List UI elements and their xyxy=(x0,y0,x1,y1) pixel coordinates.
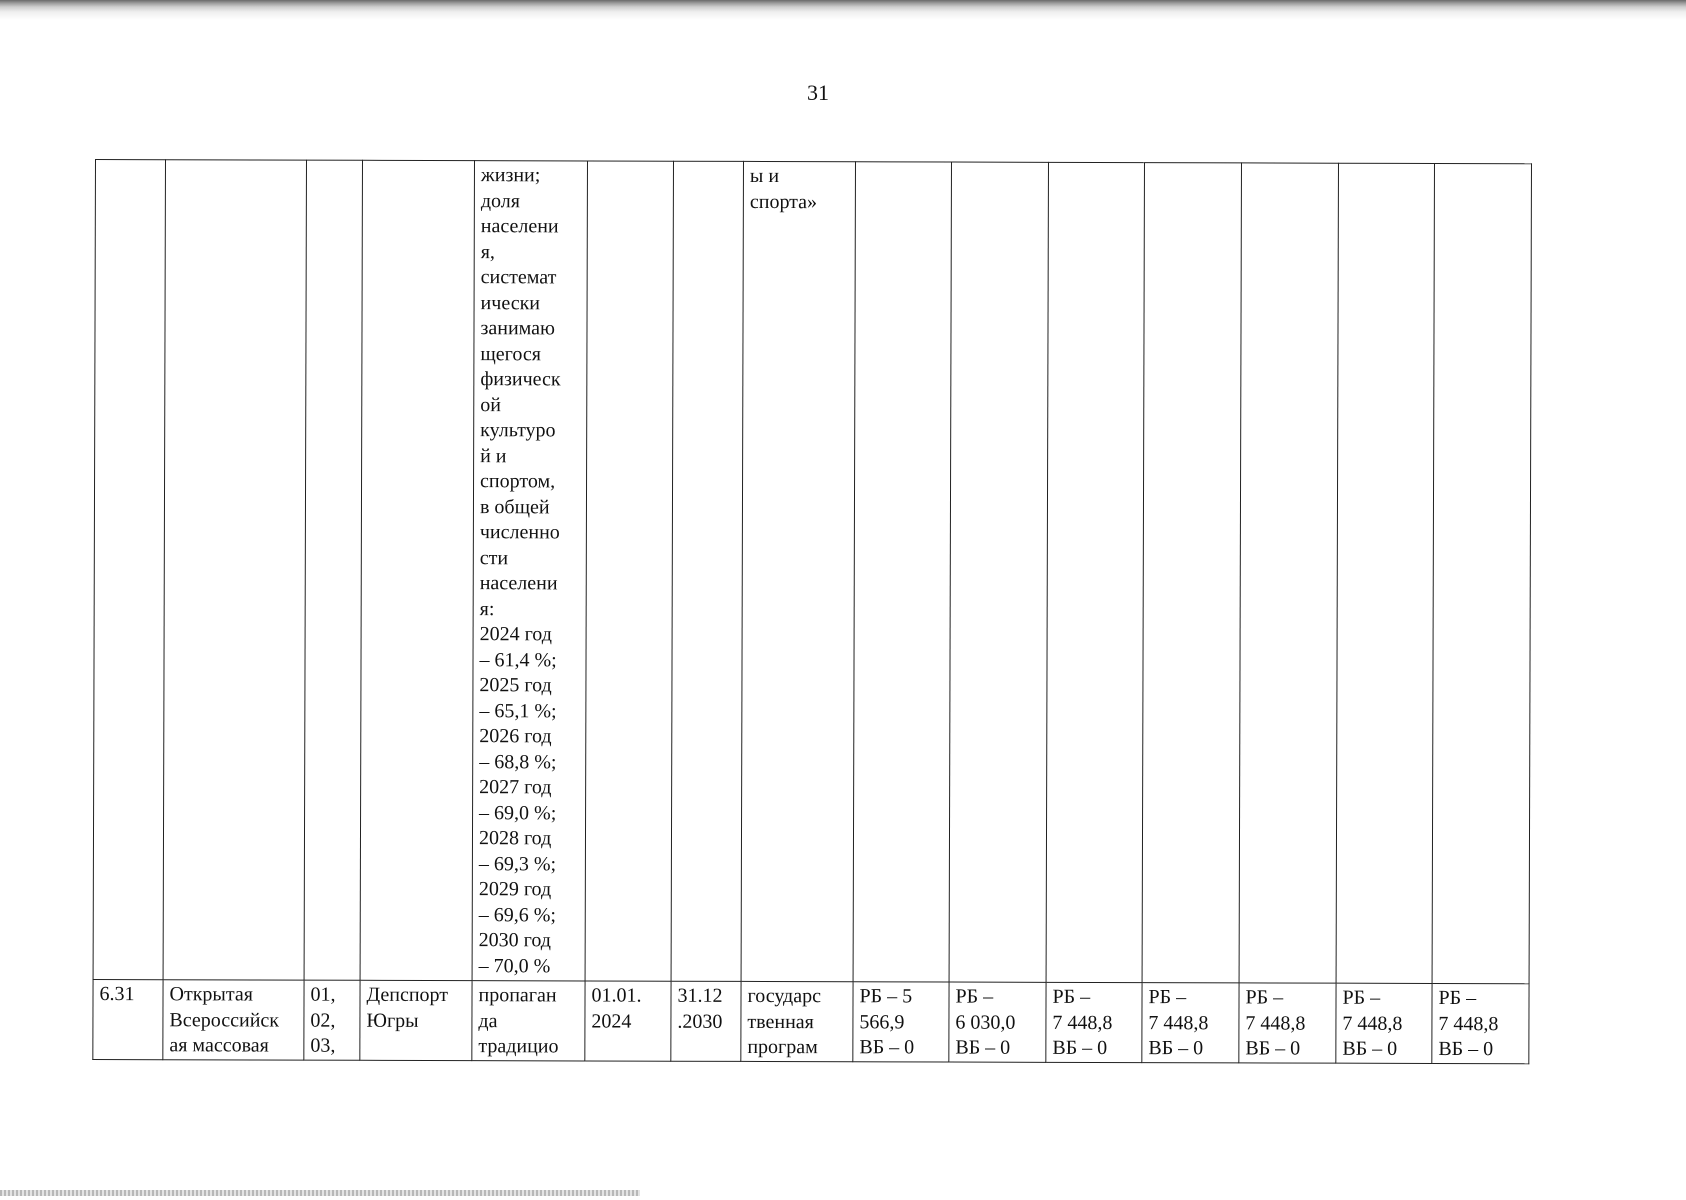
cell-start-date xyxy=(585,161,673,981)
cell-number: 6.31 xyxy=(93,979,163,1059)
cell-number xyxy=(93,160,165,980)
cell-responsible xyxy=(360,160,474,980)
cell-codes xyxy=(304,160,362,980)
table-row-continuation xyxy=(93,160,1531,984)
cell-event-name: Открытая Всероссийск ая массовая xyxy=(163,980,304,1060)
cell-end-date: 31.12 .2030 xyxy=(671,981,741,1061)
page-number: 31 xyxy=(807,80,829,105)
cell-funding-2030: РБ – 7 448,8 ВБ – 0 xyxy=(1432,983,1529,1063)
cell-funding-2025 xyxy=(949,162,1048,982)
cell-funding-2024: РБ – 5 566,9 ВБ – 0 xyxy=(853,982,949,1062)
cell-funding-2027 xyxy=(1142,163,1241,983)
cell-event-name xyxy=(163,160,306,980)
cell-funding-2028 xyxy=(1239,163,1338,983)
cell-program-link: ы и спорта» xyxy=(741,161,855,981)
cell-codes: 01, 02, 03, xyxy=(304,980,360,1060)
scan-edge-bottom xyxy=(0,1190,640,1196)
cell-funding-2030 xyxy=(1432,163,1531,983)
cell-funding-2028: РБ – 7 448,8 ВБ – 0 xyxy=(1239,983,1336,1063)
cell-funding-2025: РБ – 6 030,0 ВБ – 0 xyxy=(949,982,1046,1062)
cell-funding-2027: РБ – 7 448,8 ВБ – 0 xyxy=(1142,983,1239,1063)
cell-start-date: 01.01. 2024 xyxy=(585,981,671,1061)
cell-funding-2026: РБ – 7 448,8 ВБ – 0 xyxy=(1046,982,1142,1062)
cell-responsible: Депспорт Югры xyxy=(360,980,472,1060)
cell-funding-2029: РБ – 7 448,8 ВБ – 0 xyxy=(1336,983,1432,1063)
cell-end-date xyxy=(671,161,743,981)
cell-funding-2024 xyxy=(853,162,951,982)
cell-program-link: государс твенная програм xyxy=(741,981,853,1061)
cell-result-indicators: жизни; доля населени я, системат ически занимаю щегося физическ ой культуро й и спортом, в общей численно сти населени я: 2024 год – 61,4 %; 2025 год – 65,1 %; 2026 год – 68,8 %; 2027 год – 69,0 %; 2028 год – 69,3 %; 2029 год – 69,6 %; 2030 год – 70,0 % xyxy=(472,161,587,981)
scan-edge-top xyxy=(0,0,1686,20)
table-row-6-31 xyxy=(93,979,1529,1063)
cell-result-indicators: пропаган да традицио xyxy=(472,981,585,1061)
program-table xyxy=(92,159,1532,1064)
cell-funding-2029 xyxy=(1336,163,1434,983)
cell-funding-2026 xyxy=(1046,162,1144,982)
